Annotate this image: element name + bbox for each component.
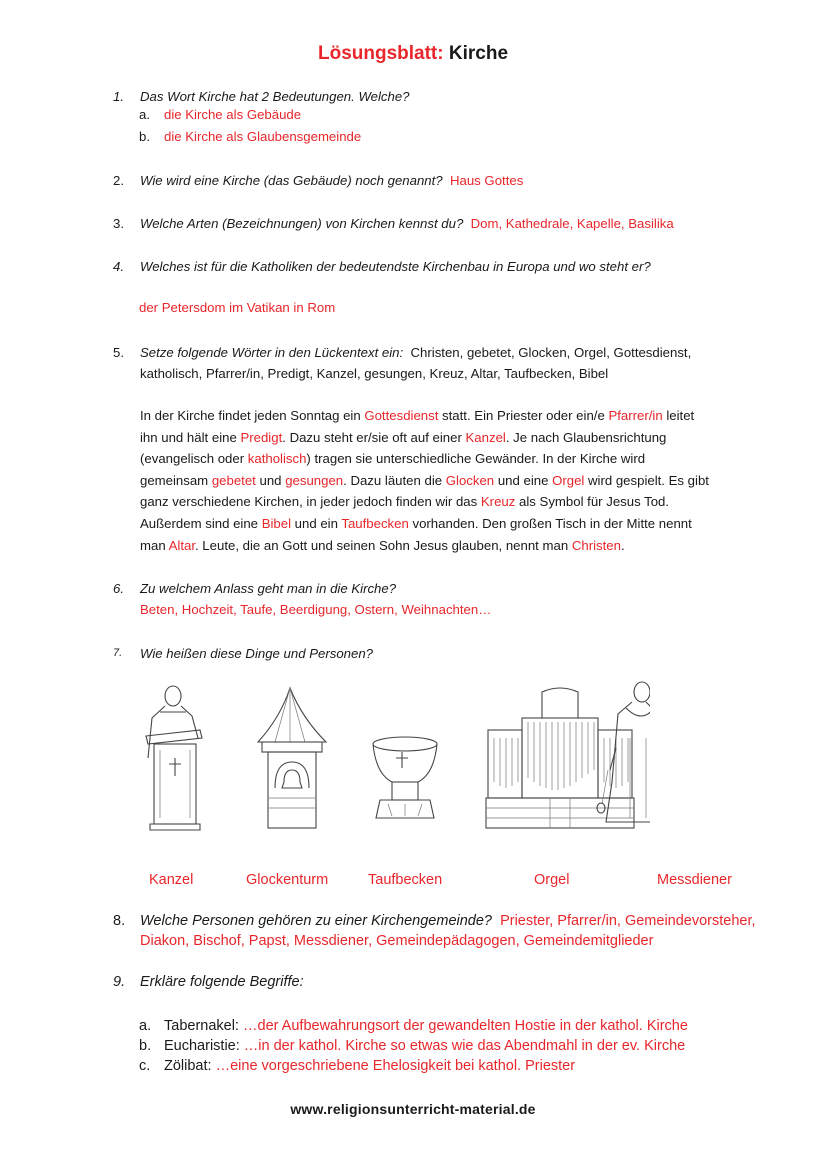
question-number: 6. <box>113 581 124 596</box>
caption-bell-tower: Glockenturm <box>246 872 329 888</box>
question-text: Welche Personen gehören zu einer Kirchengemeinde? <box>140 913 492 929</box>
title-prefix: Lösungsblatt: <box>317 43 444 64</box>
question-number: 1. <box>113 89 124 104</box>
cloze-answer: Kanzel <box>465 429 506 445</box>
cloze-answer: Pfarrer/in <box>608 408 663 423</box>
page-title <box>0 43 826 65</box>
question-number: 8. <box>113 913 126 929</box>
bell-tower-illustration <box>258 688 326 828</box>
cloze-answer: Christen <box>571 537 621 553</box>
question-text: Welche Arten (Bezeichnungen) von Kirchen kennst du? <box>140 216 464 231</box>
answer-label: a. <box>139 107 150 122</box>
answer-text: Beten, Hochzeit, Taufe, Beerdigung, Ostern, Weihnachten… <box>140 602 492 617</box>
cloze-answer: katholisch <box>247 451 307 467</box>
pulpit-illustration <box>146 686 202 830</box>
answer-label: b. <box>139 129 150 144</box>
cloze-text: In der Kirche findet jeden Sonntag ein Gottesdienst statt. Ein Priester oder ein/e Pfarrer/in leitet ihn und hält eine Predigt. Dazu steht er/sie oft auf einer Kanzel. Je nach Glaubensrichtung (evangelisch oder katholisch) tragen sie unterschiedliche Gewänder. In der Kirche wird gemeinsam gebetet und gesungen. Dazu läuten die Glocken und eine Orgel wird gespielt. Es gibt ganz verschiedene Kirchen, in jeder jedoch finden wir das Kreuz als Symbol für Jesus Tod. Außerdem sind eine Bibel und ein Taufbecken vorhanden. Den großen Tisch in der Mitte nennt man Altar. Leute, die an Gott und seinen Sohn Jesus glauben, nennt man Christen. <box>140 408 709 553</box>
cloze-answer: gesungen <box>285 472 344 488</box>
question-2 <box>113 170 793 191</box>
cloze-answer: gebetet <box>211 472 256 488</box>
answer-1b <box>139 129 361 144</box>
cloze-answer: Glocken <box>445 472 495 488</box>
question-text: Setze folgende Wörter in den Lückentext ein: <box>140 345 404 360</box>
answer-text: die Kirche als Glaubensgemeinde <box>164 129 362 144</box>
question-number: 4. <box>113 259 124 274</box>
question-4 <box>113 256 793 277</box>
caption-altar-server: Messdiener <box>657 872 732 888</box>
term: Eucharistie: <box>164 1038 240 1054</box>
answer-text: Priester, Pfarrer/in, Gemeindevorsteher, <box>500 913 756 929</box>
term: Zölibat: <box>164 1058 212 1074</box>
question-text: Zu welchem Anlass geht man in die Kirche? <box>140 581 397 596</box>
question-text: Welches ist für die Katholiken der bedeutendste Kirchenbau in Europa und wo steht er? <box>140 259 651 274</box>
cloze-answer: Altar <box>168 537 195 553</box>
question-7 <box>113 643 793 664</box>
caption-organ: Orgel <box>534 872 570 888</box>
question-number: 3. <box>113 216 124 231</box>
question-6 <box>113 578 793 620</box>
question-text: Das Wort Kirche hat 2 Bedeutungen. Welche? <box>140 89 410 104</box>
cloze-answer: Taufbecken <box>341 515 409 531</box>
definition-text: …der Aufbewahrungsort der gewandelten Hostie in der kathol. Kirche <box>243 1018 688 1034</box>
answer-1a <box>139 107 301 122</box>
question-1 <box>113 86 793 107</box>
definition-a: a. Tabernakel: …der Aufbewahrungsort der gewandelten Hostie in der kathol. Kirche <box>139 1018 688 1034</box>
word-list-line2: katholisch, Pfarrer/in, Predigt, Kanzel, gesungen, Kreuz, Altar, Taufbecken, Bibel <box>140 366 609 381</box>
question-5 <box>113 342 793 384</box>
answer-4 <box>139 300 335 315</box>
cloze-answer: Kreuz <box>480 494 516 510</box>
answer-text: der Petersdom im Vatikan in Rom <box>139 300 336 315</box>
cloze-answer: Orgel <box>552 472 585 488</box>
question-9 <box>113 972 793 992</box>
question-text: Wie wird eine Kirche (das Gebäude) noch genannt? <box>140 173 443 188</box>
definition-text: …in der kathol. Kirche so etwas wie das Abendmahl in der ev. Kirche <box>243 1038 686 1054</box>
question-number: 2. <box>113 173 124 188</box>
answer-text: Haus Gottes <box>449 173 524 188</box>
question-number: 5. <box>113 345 124 360</box>
definition-c: c. Zölibat: …eine vorgeschriebene Ehelosigkeit bei kathol. Priester <box>139 1058 576 1074</box>
illustrations <box>130 678 650 838</box>
question-3 <box>113 213 793 234</box>
question-8 <box>113 911 813 951</box>
title-main: Kirche <box>448 43 509 64</box>
baptismal-font-illustration <box>373 737 437 818</box>
answer-text: die Kirche als Gebäude <box>164 107 302 122</box>
question-number: 7. <box>113 647 123 659</box>
answer-text: Dom, Kathedrale, Kapelle, Basilika <box>470 216 674 231</box>
question-number: 9. <box>113 974 126 990</box>
cloze-answer: Gottesdienst <box>364 408 439 423</box>
caption-pulpit: Kanzel <box>149 872 194 888</box>
question-text: Erkläre folgende Begriffe: <box>140 974 304 990</box>
organ-illustration <box>486 688 634 828</box>
altar-server-illustration <box>597 682 650 822</box>
cloze-answer: Bibel <box>261 515 292 531</box>
answer-text-line2: Diakon, Bischof, Papst, Messdiener, Gemeindepädagogen, Gemeindemitglieder <box>140 933 654 949</box>
question-text: Wie heißen diese Dinge und Personen? <box>140 646 374 661</box>
term: Tabernakel: <box>164 1018 239 1034</box>
definition-text: …eine vorgeschriebene Ehelosigkeit bei kathol. Priester <box>215 1058 576 1074</box>
caption-baptismal-font: Taufbecken <box>368 872 443 888</box>
footer-url[interactable]: www.religionsunterricht-material.de <box>290 1101 536 1117</box>
word-list-line1: Christen, gebetet, Glocken, Orgel, Gottesdienst, <box>410 345 692 360</box>
definition-b: b. Eucharistie: …in der kathol. Kirche so etwas wie das Abendmahl in der ev. Kirche <box>139 1038 686 1054</box>
cloze-answer: Predigt <box>240 429 283 445</box>
